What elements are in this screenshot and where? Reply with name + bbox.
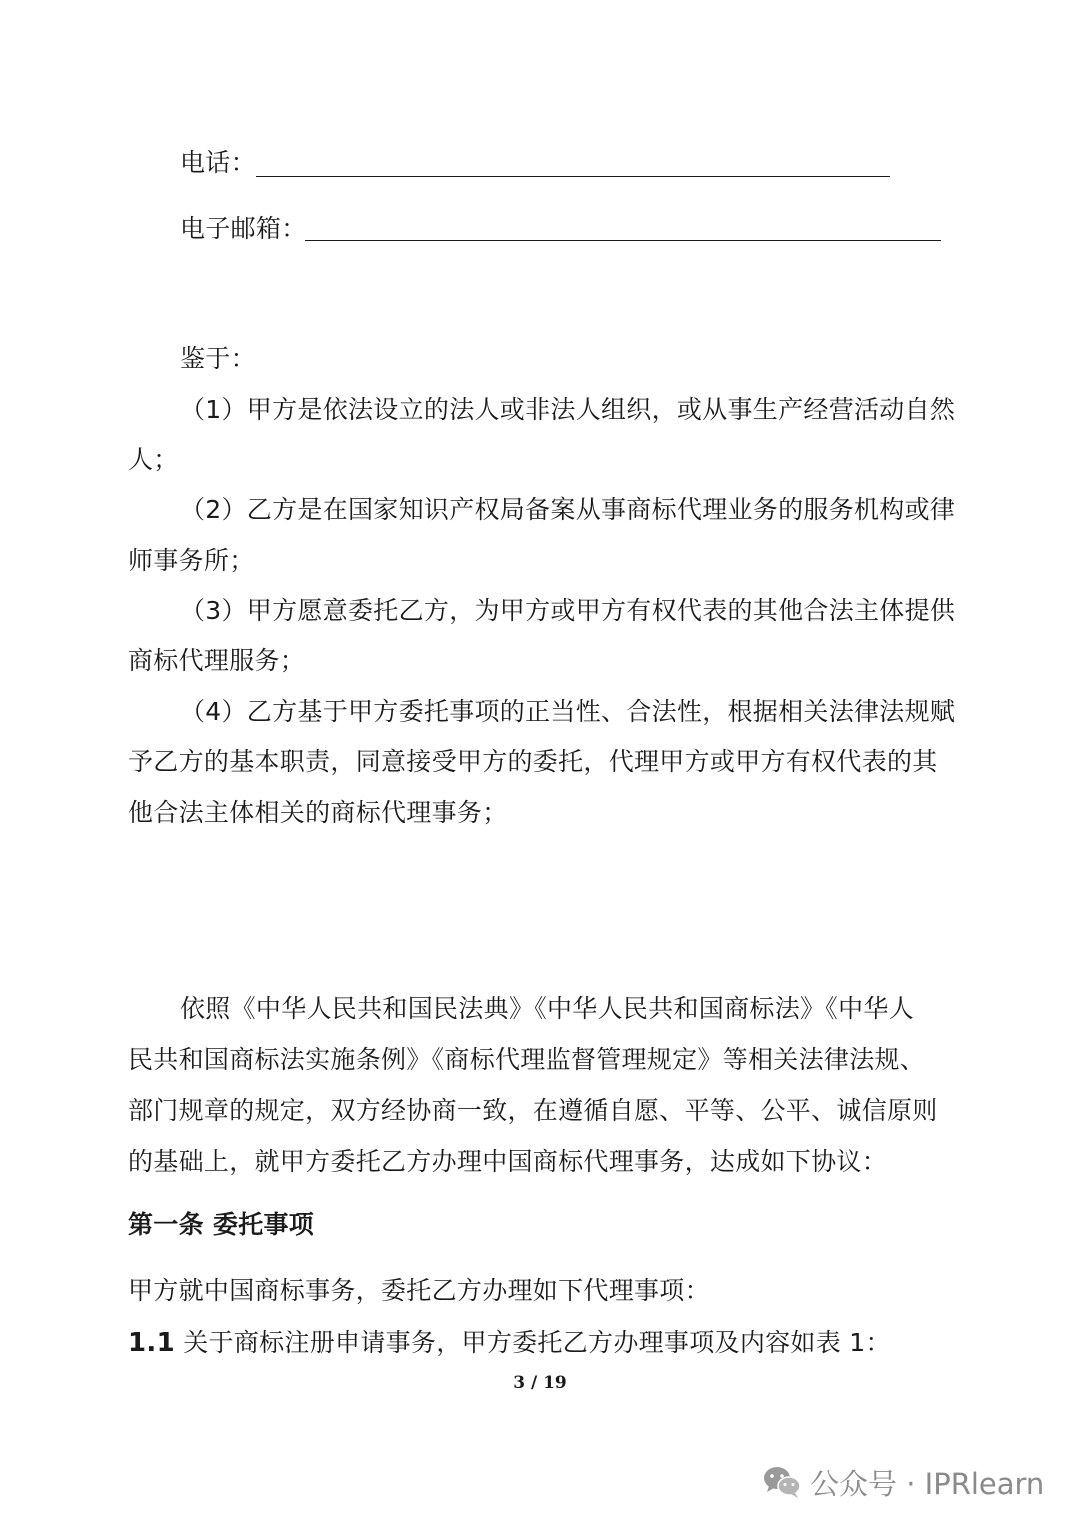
article-1-heading: 第一条 委托事项 xyxy=(128,1210,315,1239)
whereas-item-4-line-2: 予乙方的基本职责，同意接受甲方的委托，代理甲方或甲方有权代表的其 xyxy=(128,747,938,776)
whereas-item-3-line-1: （3）甲方愿意委托乙方，为甲方或甲方有权代表的其他合法主体提供 xyxy=(180,596,956,625)
article-1-intro: 甲方就中国商标事务，委托乙方办理如下代理事项： xyxy=(128,1276,710,1305)
email-label: 电子邮箱： xyxy=(180,214,307,243)
whereas-item-4-line-1: （4）乙方基于甲方委托事项的正当性、合法性，根据相关法律法规赋 xyxy=(180,697,956,726)
basis-line-1: 依照《中华人民共和国民法典》《中华人民共和国商标法》《中华人 xyxy=(180,994,915,1023)
watermark-text: 公众号 · IPRlearn xyxy=(810,1466,1045,1501)
clause-number: 1.1 xyxy=(128,1328,175,1358)
whereas-item-3-line-2: 商标代理服务； xyxy=(128,646,306,675)
whereas-intro: 鉴于： xyxy=(180,344,256,373)
watermark xyxy=(762,1460,1044,1504)
phone-blank-line xyxy=(256,176,890,177)
basis-line-3: 部门规章的规定，双方经协商一致，在遵循自愿、平等、公平、诚信原则 xyxy=(128,1096,938,1125)
whereas-item-2-line-2: 师事务所； xyxy=(128,546,255,575)
wechat-icon xyxy=(762,1465,802,1499)
email-blank-line xyxy=(305,240,941,241)
phone-label: 电话： xyxy=(180,148,256,177)
whereas-item-1-line-2: 人； xyxy=(128,445,179,474)
clause-text: 关于商标注册申请事务，甲方委托乙方办理事项及内容如表 1： xyxy=(174,1328,891,1357)
basis-line-4: 的基础上，就甲方委托乙方办理中国商标代理事务，达成如下协议： xyxy=(128,1147,888,1176)
whereas-item-2-line-1: （2）乙方是在国家知识产权局备案从事商标代理业务的服务机构或律 xyxy=(180,495,956,524)
clause-1-1 xyxy=(128,1326,891,1360)
whereas-item-1-line-1: （1）甲方是依法设立的法人或非法人组织，或从事生产经营活动自然 xyxy=(180,395,956,424)
basis-line-2: 民共和国商标法实施条例》《商标代理监督管理规定》等相关法律法规、 xyxy=(128,1045,926,1074)
page-number: 3 / 19 xyxy=(513,1373,567,1393)
whereas-item-4-line-3: 他合法主体相关的商标代理事务； xyxy=(128,798,508,827)
